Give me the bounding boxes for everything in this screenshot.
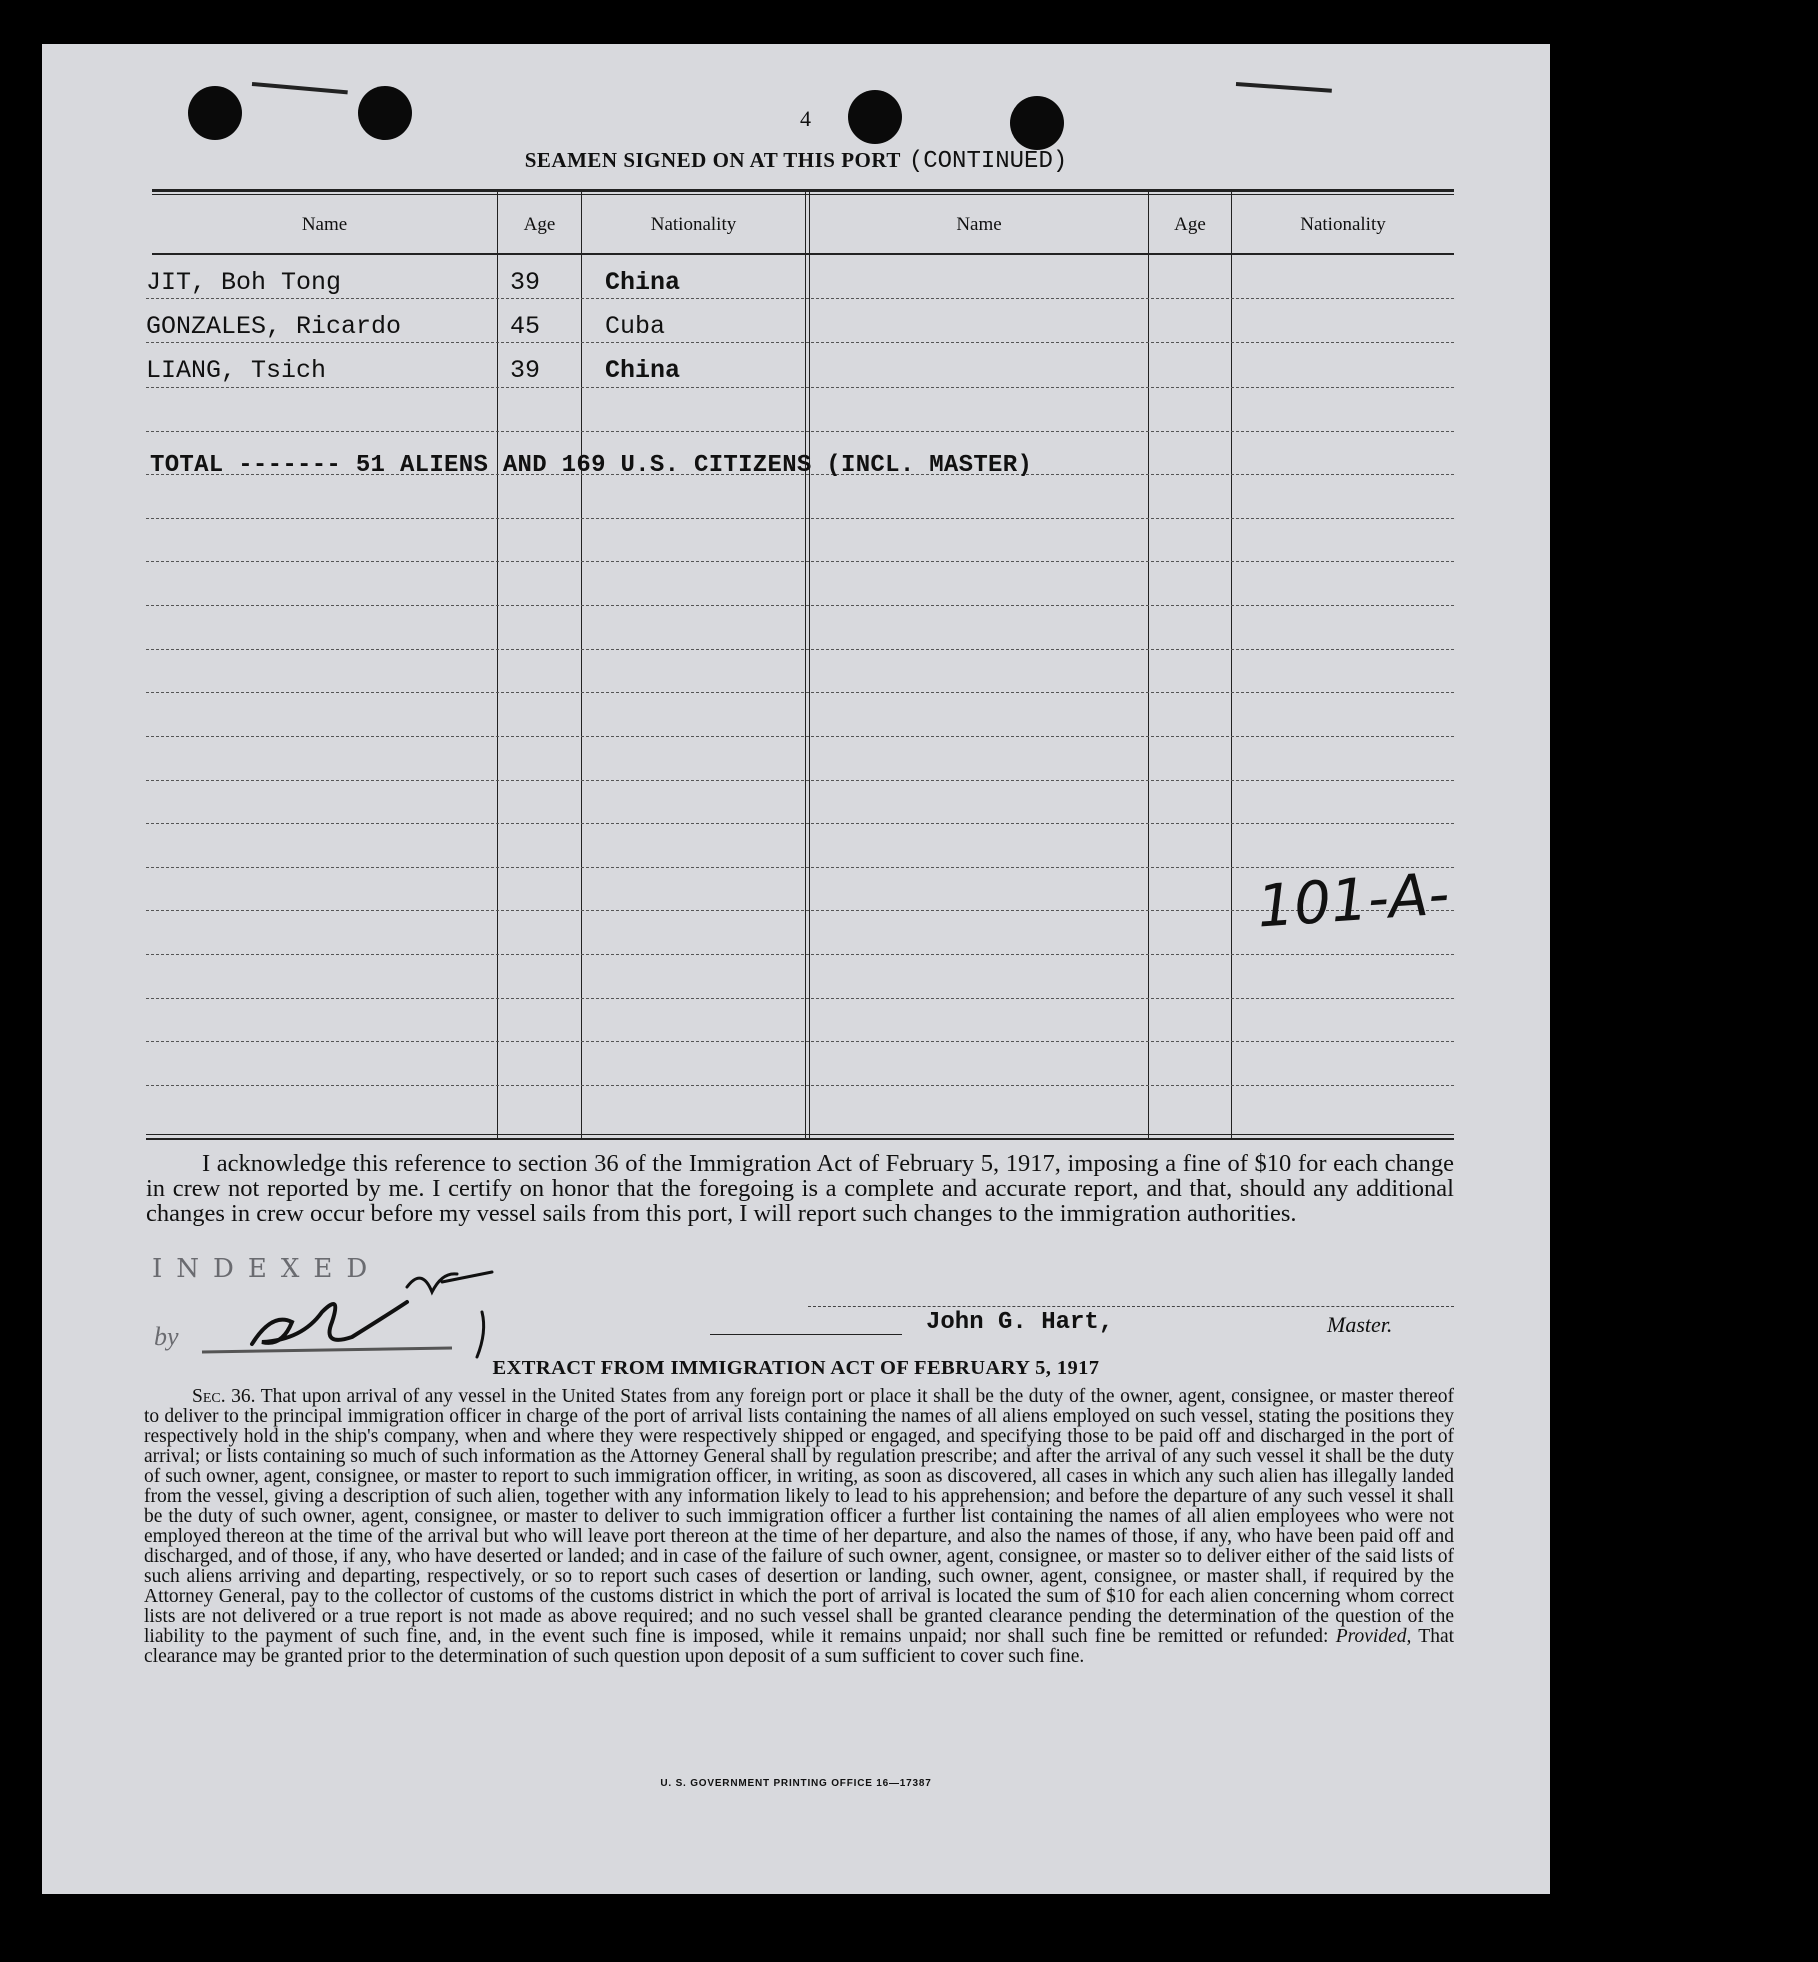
scan-mark bbox=[252, 82, 348, 94]
master-name: John G. Hart, bbox=[926, 1309, 1114, 1336]
row-line bbox=[146, 867, 1454, 868]
table-row-age: 45 bbox=[510, 312, 541, 341]
section-36-text bbox=[144, 1387, 1454, 1667]
table-row-nationality: China bbox=[605, 268, 681, 297]
column-divider bbox=[1231, 192, 1232, 1138]
punch-hole bbox=[1010, 96, 1064, 150]
column-header-age: Age bbox=[523, 214, 556, 235]
column-divider bbox=[805, 192, 806, 1138]
header-bottom-rule bbox=[152, 253, 1454, 255]
indexed-stamp: INDEXED bbox=[152, 1254, 382, 1284]
punch-hole bbox=[188, 86, 242, 140]
row-line bbox=[146, 431, 1454, 432]
row-line bbox=[146, 692, 1454, 693]
form-title-text: SEAMEN SIGNED ON AT THIS PORT bbox=[524, 148, 901, 172]
table-row-age: 39 bbox=[510, 268, 541, 297]
section-end: That clearance may be granted prior to the determination of such question upon deposit of a sum sufficient to cover such fine. bbox=[144, 1626, 1455, 1667]
column-header-nationality: Nationality bbox=[1300, 214, 1386, 235]
total-line: TOTAL ------- 51 ALIENS AND 169 U.S. CITIZENS (INCL. MASTER) bbox=[150, 452, 1033, 479]
acknowledgement-paragraph: I acknowledge this reference to section 36 of the Immigration Act of February 5, 1917, imposing a fine of $10 for each change in crew not reported by me. I certify on honor that the foregoing is a complete and accurate report, and that, should any additional changes in crew occur before my vessel sails from this port, I will report such changes to the immigration authorities. bbox=[146, 1150, 1454, 1227]
indexed-by-label: by bbox=[154, 1322, 179, 1351]
column-divider bbox=[581, 192, 582, 1138]
row-line bbox=[146, 298, 1454, 299]
punch-hole bbox=[358, 86, 412, 140]
table-row-age: 39 bbox=[510, 356, 541, 385]
row-line bbox=[146, 561, 1454, 562]
row-line bbox=[146, 780, 1454, 781]
row-line bbox=[146, 823, 1454, 824]
extract-title: EXTRACT FROM IMMIGRATION ACT OF FEBRUARY 5, 1917 bbox=[492, 1357, 1100, 1379]
table-bottom-rule bbox=[146, 1138, 1454, 1140]
row-line bbox=[146, 649, 1454, 650]
column-header-nationality: Nationality bbox=[650, 214, 737, 235]
row-line bbox=[146, 387, 1454, 388]
row-line bbox=[146, 1041, 1454, 1042]
row-line bbox=[146, 998, 1454, 999]
document-page bbox=[42, 44, 1550, 1894]
column-divider bbox=[809, 192, 810, 1138]
page-number: 4 bbox=[800, 106, 811, 131]
table-top-rule bbox=[152, 189, 1454, 192]
row-line bbox=[146, 518, 1454, 519]
form-title-suffix: (CONTINUED) bbox=[908, 148, 1068, 175]
handwritten-note: 101-A- bbox=[1254, 859, 1452, 941]
row-line bbox=[146, 1085, 1454, 1086]
column-header-name: Name bbox=[301, 214, 348, 235]
form-title bbox=[42, 148, 1550, 175]
table-row-name: LIANG, Tsich bbox=[146, 356, 327, 385]
column-divider bbox=[1148, 192, 1149, 1138]
table-row-name: JIT, Boh Tong bbox=[146, 268, 342, 297]
column-header-age: Age bbox=[1174, 214, 1206, 235]
row-line bbox=[146, 954, 1454, 955]
table-row-name: GONZALES, Ricardo bbox=[146, 312, 402, 341]
section-body: That upon arrival of any vessel in the United States from any foreign port or place it shall be the duty of the owner, agent, consignee, or master thereof to deliver to the principal immigration officer in charge of the port of arrival lists containing the names of all aliens employed on such vessel, stating the positions they respectively hold in the ship's company, when and where they were respectively shipped or engaged, and specifying those to be paid off and discharged in the port of arrival; or lists containing so much of such information as the Attorney General shall by regulation prescribe; and after the arrival of any such vessel it shall be the duty of such owner, agent, consignee, or master to report to such immigration officer, in writing, as soon as discovered, all cases in which any such alien has illegally landed from the vessel, giving a description of such alien, together with any information likely to lead to his apprehension; and before the departure of any such vessel it shall be the duty of such owner, agent, consignee, or master to deliver to such immigration officer a further list containing the names of all alien employees who were not employed thereon at the time of the arrival but who will leave port thereon at the time of her departure, and also the names of those, if any, who have been paid off and discharged, and of those, if any, who have deserted or landed; and in case of the failure of such owner, agent, consignee, or master so to deliver either of the said lists of such aliens arriving and departing, respectively, or so to report such cases of desertion or landing, such owner, agent, consignee, or master shall, if required by the Attorney General, pay to the collector of customs of the customs district in which the port of arrival is located the sum of $10 for each alien concerning whom correct lists are not delivered or a true report is not made as above required; and no such vessel shall be granted clearance pending the determination of the question of the liability to the payment of such fine, and, in the event such fine is imposed, while it remains unpaid; nor shall such fine be remitted or refunded: bbox=[144, 1386, 1454, 1647]
table-top-rule bbox=[152, 194, 1454, 195]
section-label: Sec. 36. bbox=[192, 1386, 256, 1407]
row-line bbox=[146, 342, 1454, 343]
handwritten-initials bbox=[192, 1252, 532, 1362]
scan-mark bbox=[1236, 82, 1332, 93]
table-bottom-rule bbox=[146, 1134, 1454, 1135]
master-title: Master. bbox=[1327, 1312, 1393, 1337]
section-provided: Provided, bbox=[1335, 1626, 1412, 1647]
row-line bbox=[146, 605, 1454, 606]
table-row-nationality: Cuba bbox=[605, 312, 666, 341]
signature-line bbox=[808, 1306, 1454, 1307]
signature-line bbox=[710, 1334, 902, 1335]
table-row-nationality: China bbox=[605, 356, 681, 385]
column-divider bbox=[497, 192, 498, 1138]
column-header-name: Name bbox=[956, 214, 1002, 235]
row-line bbox=[146, 736, 1454, 737]
printer-imprint: U. S. GOVERNMENT PRINTING OFFICE 16—17387 bbox=[660, 1778, 932, 1789]
punch-hole bbox=[848, 90, 902, 144]
